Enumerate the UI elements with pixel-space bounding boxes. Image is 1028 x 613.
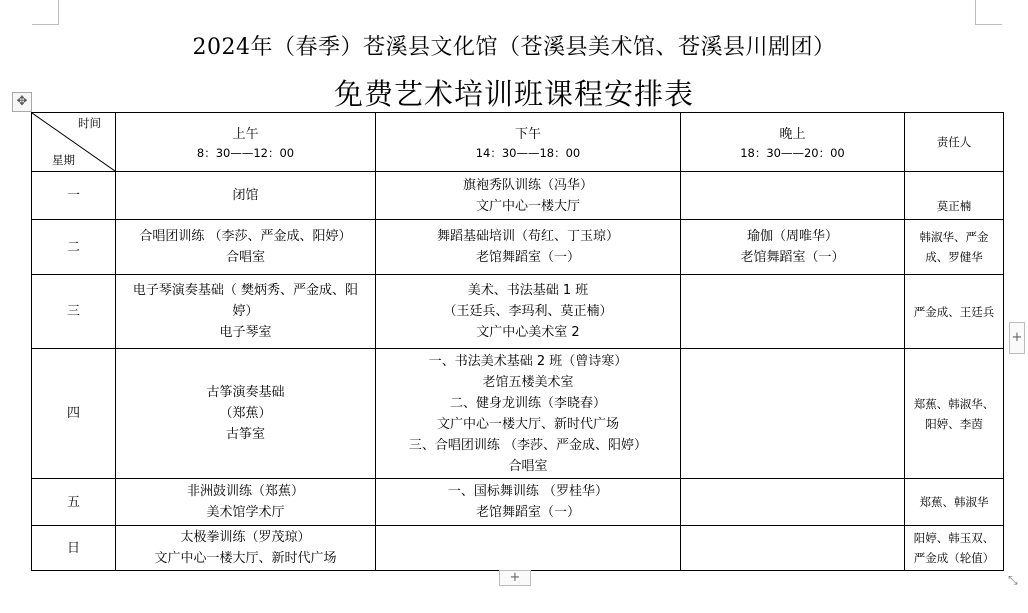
day-cell[interactable] bbox=[32, 349, 116, 479]
cell-line: 严金成（轮值） bbox=[913, 551, 995, 565]
afternoon-cell[interactable] bbox=[376, 220, 681, 275]
cell-line: 美术、书法基础 1 班 bbox=[467, 283, 589, 298]
morning-label: 上午 bbox=[232, 126, 259, 142]
day-label: 日 bbox=[66, 540, 80, 556]
table-resize-handle-icon[interactable]: ⤡ bbox=[1008, 573, 1018, 587]
cell-line: 文广中心美术室 2 bbox=[476, 325, 580, 340]
responsible-cell[interactable] bbox=[905, 349, 1004, 479]
cell-line: 文广中心一楼大厅、新时代广场 bbox=[436, 416, 619, 432]
page-corner-mark-top-right bbox=[975, 0, 1002, 25]
morning-header-cell[interactable] bbox=[116, 113, 376, 172]
cell-line: 老馆舞蹈室（一） bbox=[740, 250, 845, 265]
afternoon-cell[interactable] bbox=[376, 479, 681, 526]
day-label: 五 bbox=[66, 494, 80, 510]
cell-line: 电子琴演奏基础（ 樊炳秀、严金成、阳 bbox=[132, 283, 359, 298]
responsible-header-cell[interactable] bbox=[905, 113, 1004, 172]
day-cell[interactable] bbox=[32, 526, 116, 571]
cell-line: （王廷兵、李玛利、莫正楠） bbox=[443, 304, 613, 319]
afternoon-cell[interactable] bbox=[376, 275, 681, 349]
schedule-table bbox=[31, 112, 1004, 571]
responsible-cell[interactable] bbox=[905, 526, 1004, 571]
table-row-friday bbox=[32, 479, 1004, 526]
day-cell[interactable] bbox=[32, 479, 116, 526]
day-cell[interactable] bbox=[32, 172, 116, 220]
document-title: 2024年（春季）苍溪县文化馆（苍溪县美术馆、苍溪县川剧团） bbox=[192, 35, 836, 60]
responsible-cell[interactable] bbox=[905, 275, 1004, 349]
morning-time: 8：30——12：00 bbox=[196, 145, 295, 160]
cell-line: 莫正楠 bbox=[936, 199, 972, 213]
cell-line: 非洲鼓训练（郑蕉） bbox=[186, 484, 304, 499]
add-row-plus-icon[interactable]: + bbox=[499, 570, 531, 586]
cell-line: 合唱团训练 （李莎、严金成、阳婷） bbox=[139, 229, 352, 244]
day-cell[interactable] bbox=[32, 220, 116, 275]
evening-time: 18：30——20：00 bbox=[740, 145, 845, 160]
cell-line: 文广中心一楼大厅 bbox=[475, 198, 580, 214]
cell-line: 古筝演奏基础 bbox=[206, 385, 285, 400]
time-label: 时间 bbox=[78, 116, 101, 130]
morning-cell[interactable] bbox=[116, 275, 376, 349]
evening-cell[interactable] bbox=[681, 349, 905, 479]
cell-line: 一、书法美术基础 2 班（曾诗寒） bbox=[428, 353, 628, 369]
cell-line: 太极拳训练（罗茂琼） bbox=[180, 530, 311, 545]
day-label: 四 bbox=[66, 406, 80, 421]
cell-line: 合唱室 bbox=[508, 458, 548, 474]
day-label: 二 bbox=[66, 239, 80, 255]
responsible-cell[interactable] bbox=[905, 220, 1004, 275]
table-row-sunday bbox=[32, 526, 1004, 571]
cell-line: 旗袍秀队训练（冯华） bbox=[462, 177, 593, 193]
evening-cell[interactable] bbox=[681, 526, 905, 571]
day-label: 三 bbox=[66, 304, 80, 319]
cell-line: 文广中心一楼大厅、新时代广场 bbox=[154, 551, 337, 566]
table-row-monday bbox=[32, 172, 1004, 220]
cell-line: 郑蕉、韩淑华 bbox=[919, 495, 989, 509]
table-move-handle-icon[interactable]: ✥ bbox=[12, 92, 32, 112]
day-cell[interactable] bbox=[32, 275, 116, 349]
cell-line: 阳婷、李茵 bbox=[925, 416, 983, 431]
cell-line: 老馆舞蹈室（一） bbox=[475, 250, 580, 265]
cell-line: 电子琴室 bbox=[219, 325, 272, 340]
responsible-cell[interactable] bbox=[905, 172, 1004, 220]
afternoon-label: 下午 bbox=[514, 126, 541, 142]
weekday-label: 星期 bbox=[52, 153, 75, 167]
table-row-tuesday bbox=[32, 220, 1004, 275]
cell-line: 韩淑华、严金 bbox=[919, 230, 989, 244]
cell-line: 合唱室 bbox=[225, 250, 265, 265]
morning-cell[interactable] bbox=[116, 479, 376, 526]
cell-line: 成、罗健华 bbox=[925, 250, 983, 264]
day-label: 一 bbox=[66, 188, 80, 203]
morning-cell[interactable] bbox=[116, 172, 376, 220]
cell-line: 二、健身龙训练（李晓春） bbox=[449, 395, 606, 411]
cell-line: 老馆舞蹈室（一） bbox=[475, 505, 580, 520]
cell-line: 古筝室 bbox=[225, 427, 265, 442]
cell-line: 美术馆学术厅 bbox=[206, 505, 285, 520]
header-row bbox=[32, 113, 1004, 172]
responsible-cell[interactable] bbox=[905, 479, 1004, 526]
cell-line: 严金成、王廷兵 bbox=[913, 304, 995, 319]
afternoon-time: 14：30——18：00 bbox=[475, 145, 581, 160]
morning-cell[interactable] bbox=[116, 526, 376, 571]
cell-line: 舞蹈基础培训（苟红、丁玉琼） bbox=[436, 229, 619, 244]
responsible-label: 责任人 bbox=[936, 135, 972, 149]
add-column-plus-icon[interactable]: + bbox=[1009, 322, 1025, 354]
page-corner-mark-top-left bbox=[32, 0, 59, 25]
cell-line: （郑蕉） bbox=[219, 406, 272, 421]
cell-line: 郑蕉、韩淑华、 bbox=[913, 396, 995, 411]
cell-line: 婷） bbox=[232, 304, 259, 319]
evening-header-cell[interactable] bbox=[681, 113, 905, 172]
table-row-wednesday bbox=[32, 275, 1004, 349]
cell-line: 闭馆 bbox=[232, 188, 259, 203]
afternoon-cell[interactable] bbox=[376, 172, 681, 220]
cell-line: 一、国标舞训练 （罗桂华） bbox=[447, 484, 609, 499]
afternoon-cell[interactable] bbox=[376, 526, 681, 571]
evening-cell[interactable] bbox=[681, 275, 905, 349]
cell-line: 瑜伽（周唯华） bbox=[746, 229, 838, 244]
cell-line: 阳婷、韩玉双、 bbox=[913, 531, 995, 545]
afternoon-header-cell[interactable] bbox=[376, 113, 681, 172]
cell-line: 三、合唱团训练 （李莎、严金成、阳婷） bbox=[408, 437, 648, 453]
evening-cell[interactable] bbox=[681, 172, 905, 220]
afternoon-cell[interactable] bbox=[376, 349, 681, 479]
cell-line: 老馆五楼美术室 bbox=[482, 374, 574, 390]
evening-label: 晚上 bbox=[779, 126, 806, 142]
table-row-thursday bbox=[32, 349, 1004, 479]
morning-cell[interactable] bbox=[116, 220, 376, 275]
diagonal-header-cell[interactable] bbox=[32, 113, 116, 172]
evening-cell[interactable] bbox=[681, 479, 905, 526]
document-subtitle: 免费艺术培训班课程安排表 bbox=[333, 77, 694, 111]
evening-cell[interactable] bbox=[681, 220, 905, 275]
morning-cell[interactable] bbox=[116, 349, 376, 479]
